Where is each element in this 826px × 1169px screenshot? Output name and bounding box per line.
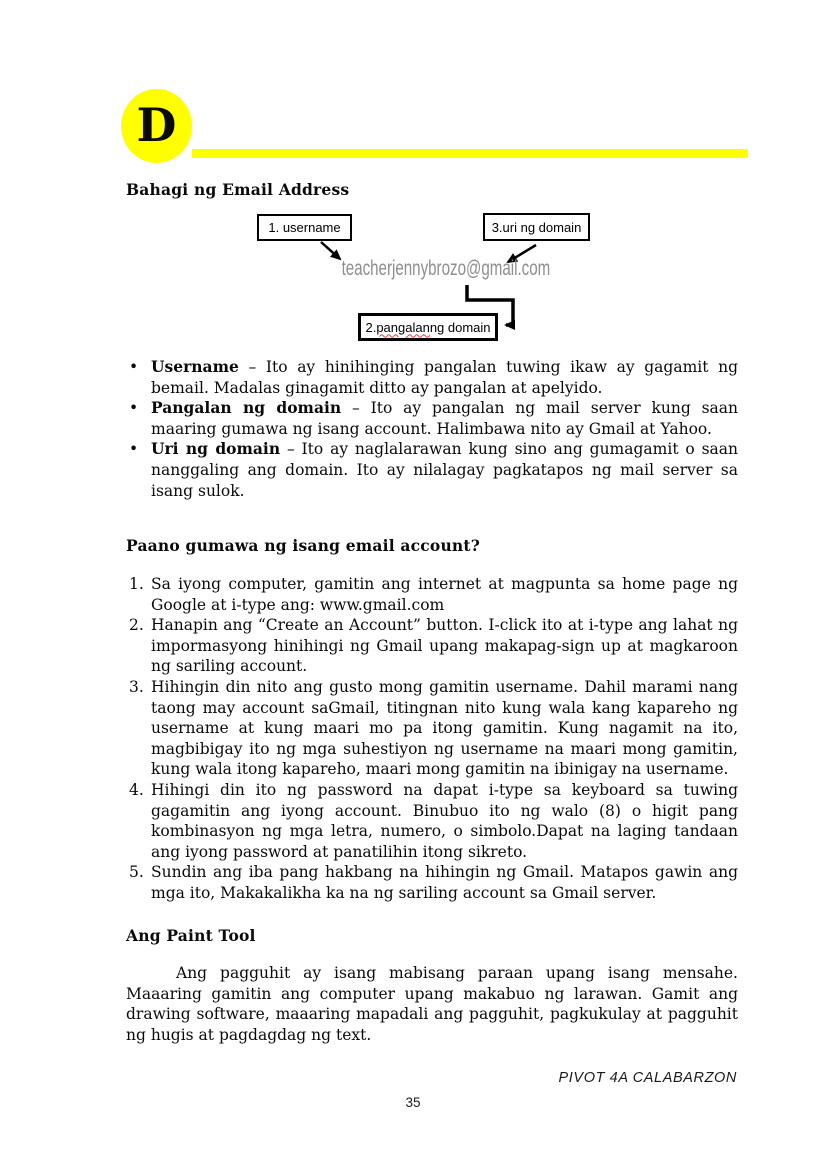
step-text: Hanapin ang “Create an Account” button. I-click ito at i-type ang lahat ng impormasyong hinihingi ng Gmail upang makapag-sign up at magkaroon ng sariling account. (151, 616, 738, 676)
page-number: 35 (405, 1095, 421, 1110)
email-account-steps-list (126, 574, 738, 904)
email-address-diagram (0, 205, 826, 355)
step-number: 3. (129, 677, 144, 696)
bullet-term: Pangalan ng domain (151, 398, 342, 418)
bullet-text: – Ito ay naglalarawan kung sino ang gumagamit o saan nanggaling ang domain. Ito ay nilalagay pagkatapos ng mail server sa isang sulok. (151, 440, 738, 500)
box2-spellcheck-word: pangalan (376, 319, 430, 335)
email-parts-bullet-list (126, 357, 738, 501)
bullet-marker: • (129, 358, 139, 376)
bullet-marker: • (129, 440, 139, 459)
sample-email-text: teacherjennybrozo@gmail.com (341, 257, 551, 280)
step-item-4 (126, 780, 738, 862)
bullet-term: Username (151, 357, 239, 376)
step-number: 5. (129, 863, 144, 882)
step-number: 2. (129, 616, 144, 635)
step-item-5 (126, 862, 738, 903)
heading-bahagi-ng-email-address: Bahagi ng Email Address (126, 180, 350, 199)
step-item-3 (126, 677, 738, 780)
yellow-divider-bar (192, 149, 748, 158)
heading-paano-gumawa: Paano gumawa ng isang email account? (126, 536, 481, 555)
heading-ang-paint-tool: Ang Paint Tool (126, 926, 256, 945)
box2-suffix: ng domain (429, 319, 491, 335)
box2-prefix: 2. (365, 319, 377, 335)
sample-email-address (301, 257, 551, 281)
step-item-1 (126, 574, 738, 615)
footer-pivot-calabarzon: PIVOT 4A CALABARZON (558, 1070, 737, 1086)
step-number: 1. (129, 575, 144, 593)
step-text: Hihingin din nito ang gusto mong gamitin username. Dahil marami nang taong may account saGmail, titingnan nito kung wala kang kapareho ng username at kung maari mo pa itong gamitin. Kung nagamit na ito, magbibigay ito ng mga suhestiyon ng username na maari mong gamitin, kung wala itong kapareho, maari mong gamitin na ibinigay na username. (151, 677, 738, 779)
step-number: 4. (129, 780, 144, 799)
bullet-item-pangalan-ng-domain (126, 398, 738, 439)
diagram-box-username: 1. username (257, 214, 352, 241)
step-item-2 (126, 615, 738, 677)
diagram-box-pangalan-ng-domain (358, 313, 498, 341)
bullet-marker: • (129, 399, 139, 418)
bullet-item-username (126, 357, 738, 398)
bullet-item-uri-ng-domain (126, 439, 738, 501)
section-letter-badge (121, 89, 192, 163)
bullet-text: – Ito ay pangalan ng mail server kung saan maaring gumawa ng isang account. Halimbawa nito ay Gmail at Yahoo. (151, 399, 738, 438)
bullet-term: Uri ng domain (151, 439, 281, 459)
step-text: Sundin ang iba pang hakbang na hihingin ng Gmail. Matapos gawin ang mga ito, Makakalikha ka na ng sariling account sa Gmail server. (151, 863, 738, 902)
diagram-box-uri-ng-domain: 3.uri ng domain (483, 213, 590, 241)
paint-tool-paragraph: Ang pagguhit ay isang mabisang paraan upang isang mensahe. Maaaring gamitin ang computer upang makabuo ng larawan. Gamit ang drawing software, maaaring mapadali ang pagguhit, pagkukulay at pagguhit ng hugis at pagdagdag ng text. (126, 964, 738, 1044)
step-text: Sa iyong computer, gamitin ang internet at magpunta sa home page ng Google at i-type ang: www.gmail.com (151, 575, 738, 614)
bullet-text: – Ito ay hinihinging pangalan tuwing ikaw ay gagamit ng bemail. Madalas ginagamit ditto ay pangalan at apelyido. (151, 358, 738, 397)
badge-letter: D (136, 98, 177, 152)
step-text: Hihingi din ito ng password na dapat i-type sa keyboard sa tuwing gagamitin ang iyong account. Binubuo ito ng walo (8) o higit pang kombinasyon ng mga letra, numero, o simbolo.Dapat na laging tandaan ang iyong password at panatilihin itong sikreto. (151, 780, 738, 861)
